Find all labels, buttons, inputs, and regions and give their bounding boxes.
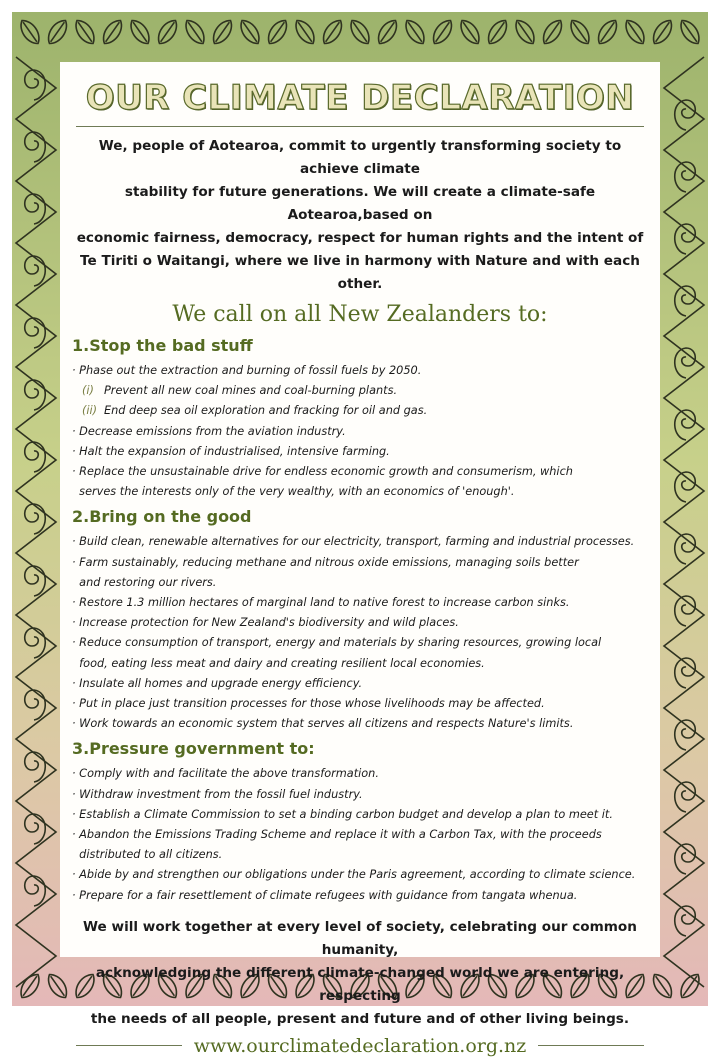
list-item-text: · Phase out the extraction and burning of fossil fuels by 2050. [72,364,422,377]
closing-statement [76,916,644,1031]
koru-spiral-icon [25,628,46,658]
leaf-icon [264,17,291,48]
koru-spiral-icon [25,380,46,410]
leaf-icon [401,17,428,48]
list-item-text: · Prepare for a fair resettlement of climate refugees with guidance from tangata whenua. [72,888,578,902]
list-item [72,401,644,421]
koru-spiral-icon [25,318,46,348]
koru-spiral-icon [25,194,46,224]
leaf-icon [621,17,648,48]
list-item [72,361,644,381]
sections-container [72,335,644,906]
decorative-border [12,12,708,1057]
page-title: OUR CLIMATE DECLARATION [85,78,635,118]
leaf-icon [319,17,346,48]
list-item [72,785,644,805]
leaf-icon [154,17,181,48]
koru-spiral-icon [25,876,46,906]
list-item-text: · Farm sustainably, reducing methane and nitrous oxide emissions, managing soils better [72,555,579,569]
list-item [72,553,644,573]
list-item-text: · Build clean, renewable alternatives for our electricity, transport, farming and industrial processes. [72,535,635,549]
list-item-text: · Establish a Climate Commission to set a binding carbon budget and develop a plan to meet it. [72,807,613,821]
call-on-heading: We call on all New Zealanders to: [172,302,548,327]
leaf-icon [456,17,483,48]
list-item [72,462,644,482]
list-item-text: · Decrease emissions from the aviation industry. [72,424,346,438]
divider [76,1045,182,1046]
list-item [72,482,644,502]
section-list [72,361,644,502]
list-item [72,886,644,906]
section-heading: 1.Stop the bad stuff [72,336,253,355]
website-link[interactable]: www.ourclimatedeclaration.org.nz [193,1034,527,1057]
list-item [72,825,644,845]
list-item [72,573,644,593]
leaf-icon [126,17,153,48]
koru-spiral-icon [25,752,46,782]
declaration-panel [60,62,660,1057]
koru-spiral-icon [25,256,46,286]
list-item-text: Prevent all new coal mines and coal-burning plants. [104,384,398,398]
intro-line: stability for future generations. We will create a climate-safe Aotearoa,based on [124,184,596,223]
list-item-text: · Abandon the Emissions Trading Scheme and replace it with a Carbon Tax, with the proceeds [72,828,602,842]
leaf-icon [236,17,263,48]
intro-statement [76,135,644,296]
list-item-text: · Replace the unsustainable drive for endless economic growth and consumerism, which [72,465,573,479]
roman-numeral: (i) [82,384,94,398]
koru-spiral-icon [25,442,46,472]
divider [76,126,644,127]
leaf-icon [429,17,456,48]
list-item-text: · Work towards an economic system that serves all citizens and respects Nature's limits. [72,717,574,731]
list-item-text: · Increase protection for New Zealand's biodiversity and wild places. [72,616,459,630]
list-item [72,593,644,613]
list-item [72,613,644,633]
koru-spiral-icon [25,566,46,596]
leaf-icon [291,17,318,48]
intro-line: Te Tiriti o Waitangi, where we live in harmony with Nature and with each other. [80,253,640,292]
divider [538,1045,644,1046]
list-item-text: and restoring our rivers. [72,575,217,589]
leaf-icon [649,971,676,1002]
leaf-icon [594,17,621,48]
leaf-icon [374,17,401,48]
list-item-text: · Put in place just transition processes for those whose livelihoods may be affected. [72,697,545,711]
section-heading: 3.Pressure government to: [72,739,315,759]
koru-spiral-icon [25,690,46,720]
list-item-text: serves the interests only of the very wealthy, with an economics of 'enough'. [72,485,515,499]
list-item [72,714,644,734]
leaf-icon [676,17,703,48]
leaf-icon [649,17,676,48]
leaf-icon [44,971,71,1002]
list-item [72,674,644,694]
intro-line: We, people of Aotearoa, commit to urgently transforming society to achieve climate [98,138,622,177]
list-item [72,633,644,653]
list-item-text: · Halt the expansion of industrialised, intensive farming. [72,444,390,458]
section-list [72,532,644,734]
list-item [72,694,644,714]
intro-line: economic fairness, democracy, respect for human rights and the intent of [76,230,644,246]
leaf-icon [566,17,593,48]
list-item [72,845,644,865]
list-item-text: End deep sea oil exploration and fracking for oil and gas. [104,404,428,418]
closing-line: We will work together at every level of society, celebrating our common humanity, [83,918,637,958]
list-item [72,654,644,674]
koru-spiral-icon [25,70,46,100]
closing-line: acknowledging the different climate-changed world we are entering, respecting [95,964,625,1004]
footer-url-row [76,1035,644,1057]
section-list [72,764,644,905]
list-item [72,532,644,552]
list-item [72,442,644,462]
list-item-text: · Comply with and facilitate the above transformation. [72,767,379,781]
leaf-icon [539,17,566,48]
koru-spiral-icon [25,814,46,844]
leaf-icon [484,17,511,48]
list-item-text: · Restore 1.3 million hectares of marginal land to native forest to increase carbon sinks. [72,596,570,610]
koru-spiral-icon [25,132,46,162]
list-item-text: · Withdraw investment from the fossil fuel industry. [72,787,363,801]
list-item [72,865,644,885]
list-item-text: · Reduce consumption of transport, energy and materials by sharing resources, growing local [72,636,602,650]
leaf-icon [16,17,43,48]
list-item [72,805,644,825]
list-item-text: · Abide by and strengthen our obligations under the Paris agreement, according to climate science. [72,868,636,882]
list-item-text: · Insulate all homes and upgrade energy efficiency. [72,676,363,690]
zigzag-pattern [664,57,704,987]
list-item-text: food, eating less meat and dairy and creating resilient local economies. [72,656,485,670]
list-item-text: distributed to all citizens. [72,848,223,862]
leaf-icon [346,17,373,48]
closing-line: the needs of all people, present and future and of other living beings. [90,1010,630,1027]
leaf-icon [71,17,98,48]
leaf-icon [99,17,126,48]
list-item [72,422,644,442]
koru-spiral-icon [25,504,46,534]
leaf-icon [44,17,71,48]
list-item [72,764,644,784]
leaf-icon [209,17,236,48]
leaf-icon [511,17,538,48]
leaf-icon [181,17,208,48]
list-item [72,381,644,401]
roman-numeral: (ii) [82,404,98,418]
section-heading: 2.Bring on the good [72,507,252,527]
